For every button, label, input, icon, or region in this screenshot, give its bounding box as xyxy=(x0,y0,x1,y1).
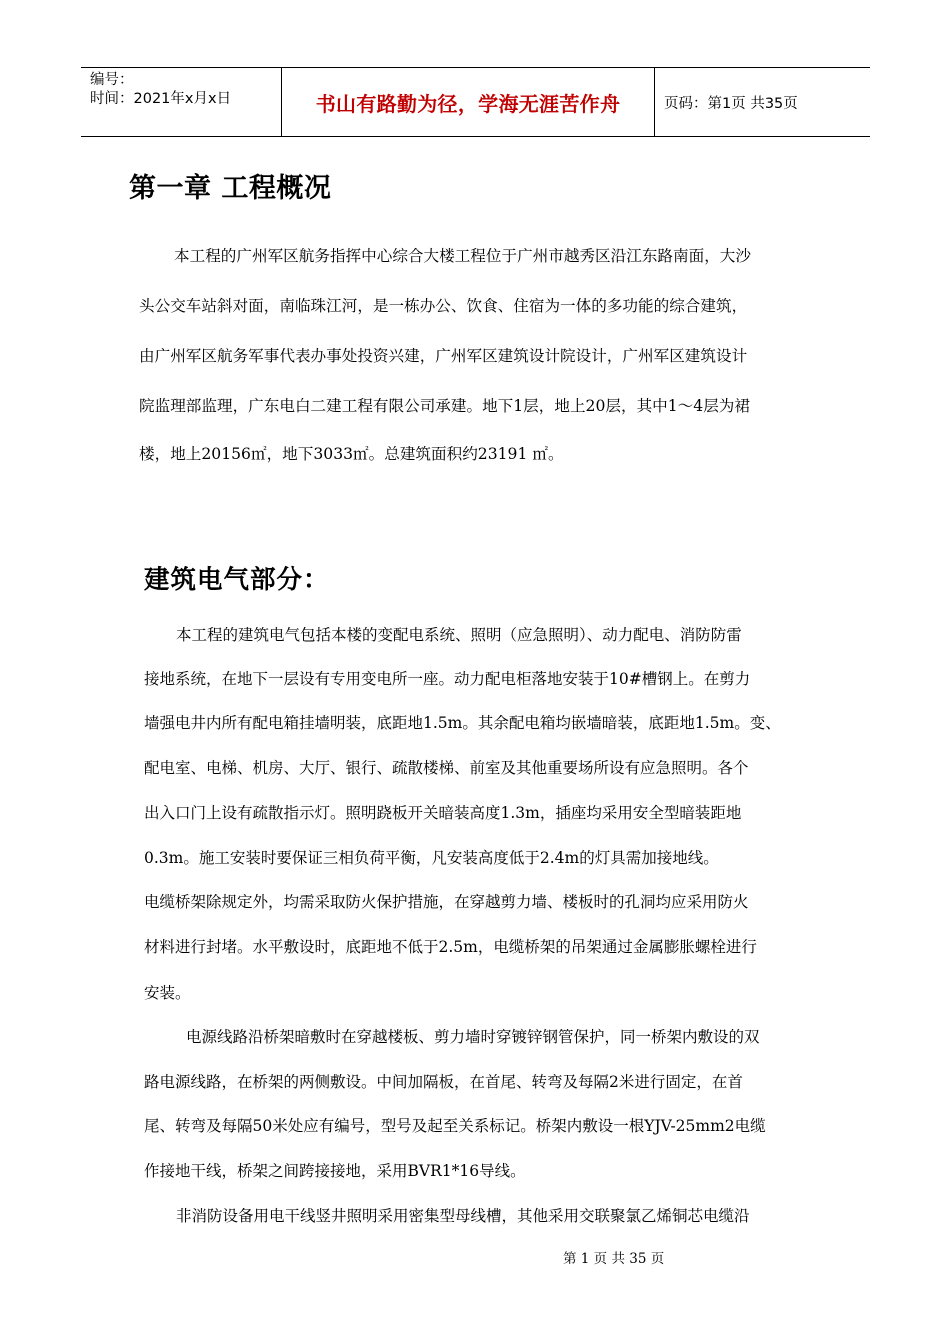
paragraph-line: 电缆桥架除规定外，均需采取防火保护措施，在穿越剪力墙、楼板时的孔洞均应采用防火 xyxy=(144,893,749,911)
paragraph-line: 本工程的建筑电气包括本楼的变配电系统、照明（应急照明）、动力配电、消防防雷 xyxy=(176,626,742,644)
paragraph-line: 墙强电井内所有配电箱挂墙明装，底距地1.5m。其余配电箱均嵌墙暗装，底距地1.5m。变、 xyxy=(144,714,781,732)
paragraph-line: 出入口门上设有疏散指示灯。照明跷板开关暗装高度1.3m，插座均采用安全型暗装距地 xyxy=(144,804,742,822)
paragraph-line: 头公交车站斜对面，南临珠江河，是一栋办公、饮食、住宿为一体的多功能的综合建筑， xyxy=(139,297,748,315)
paragraph-line: 作接地干线，桥架之间跨接接地，采用BVR1*16导线。 xyxy=(144,1162,526,1180)
header-page-number: 页码：第1页 共35页 xyxy=(664,95,798,112)
document-date-label: 时间：2021年x月x日 xyxy=(90,91,232,107)
paragraph-line: 本工程的广州军区航务指挥中心综合大楼工程位于广州市越秀区沿江东路南面，大沙 xyxy=(174,247,751,265)
paragraph-line: 由广州军区航务军事代表办事处投资兴建，广州军区建筑设计院设计，广州军区建筑设计 xyxy=(139,347,748,365)
header-table xyxy=(81,67,870,137)
paragraph-line: 0.3m。施工安装时要保证三相负荷平衡，凡安装高度低于2.4m的灯具需加接地线。 xyxy=(144,849,719,867)
section-title: 建筑电气部分： xyxy=(144,565,330,595)
paragraph-line: 接地系统，在地下一层设有专用变电所一座。动力配电柜落地安装于10#槽钢上。在剪力 xyxy=(144,670,751,688)
header-motto-cell xyxy=(282,68,655,136)
paragraph-line: 电源线路沿桥架暗敷时在穿越楼板、剪力墙时穿镀锌钢管保护，同一桥架内敷设的双 xyxy=(186,1028,760,1046)
motto-text: 书山有路勤为径，学海无涯苦作舟 xyxy=(315,91,621,116)
footer-page-number: 第 1 页 共 35 页 xyxy=(563,1251,665,1267)
paragraph-line: 院监理部监理，广东电白二建工程有限公司承建。地下1层，地上20层，其中1～4层为裙 xyxy=(139,397,750,415)
paragraph-line: 配电室、电梯、机房、大厅、银行、疏散楼梯、前室及其他重要场所设有应急照明。各个 xyxy=(144,759,749,777)
paragraph-line: 楼，地上20156㎡，地下3033㎡。总建筑面积约23191 ㎡。 xyxy=(139,445,564,463)
chapter-title: 第一章 工程概况 xyxy=(129,173,332,204)
paragraph-line: 路电源线路，在桥架的两侧敷设。中间加隔板，在首尾、转弯及每隔2米进行固定，在首 xyxy=(144,1073,743,1091)
paragraph-line: 安装。 xyxy=(144,984,191,1002)
paragraph-line: 非消防设备用电干线竖井照明采用密集型母线槽，其他采用交联聚氯乙烯铜芯电缆沿 xyxy=(176,1207,750,1225)
paragraph-line: 材料进行封堵。水平敷设时，底距地不低于2.5m，电缆桥架的吊架通过金属膨胀螺栓进行 xyxy=(144,938,757,956)
document-number-label: 编号： xyxy=(90,72,134,88)
header-info-cell xyxy=(81,68,282,136)
header-page-cell xyxy=(655,68,870,136)
paragraph-line: 尾、转弯及每隔50米处应有编号，型号及起至关系标记。桥架内敷设一根YJV-25mm2电缆 xyxy=(144,1117,766,1135)
